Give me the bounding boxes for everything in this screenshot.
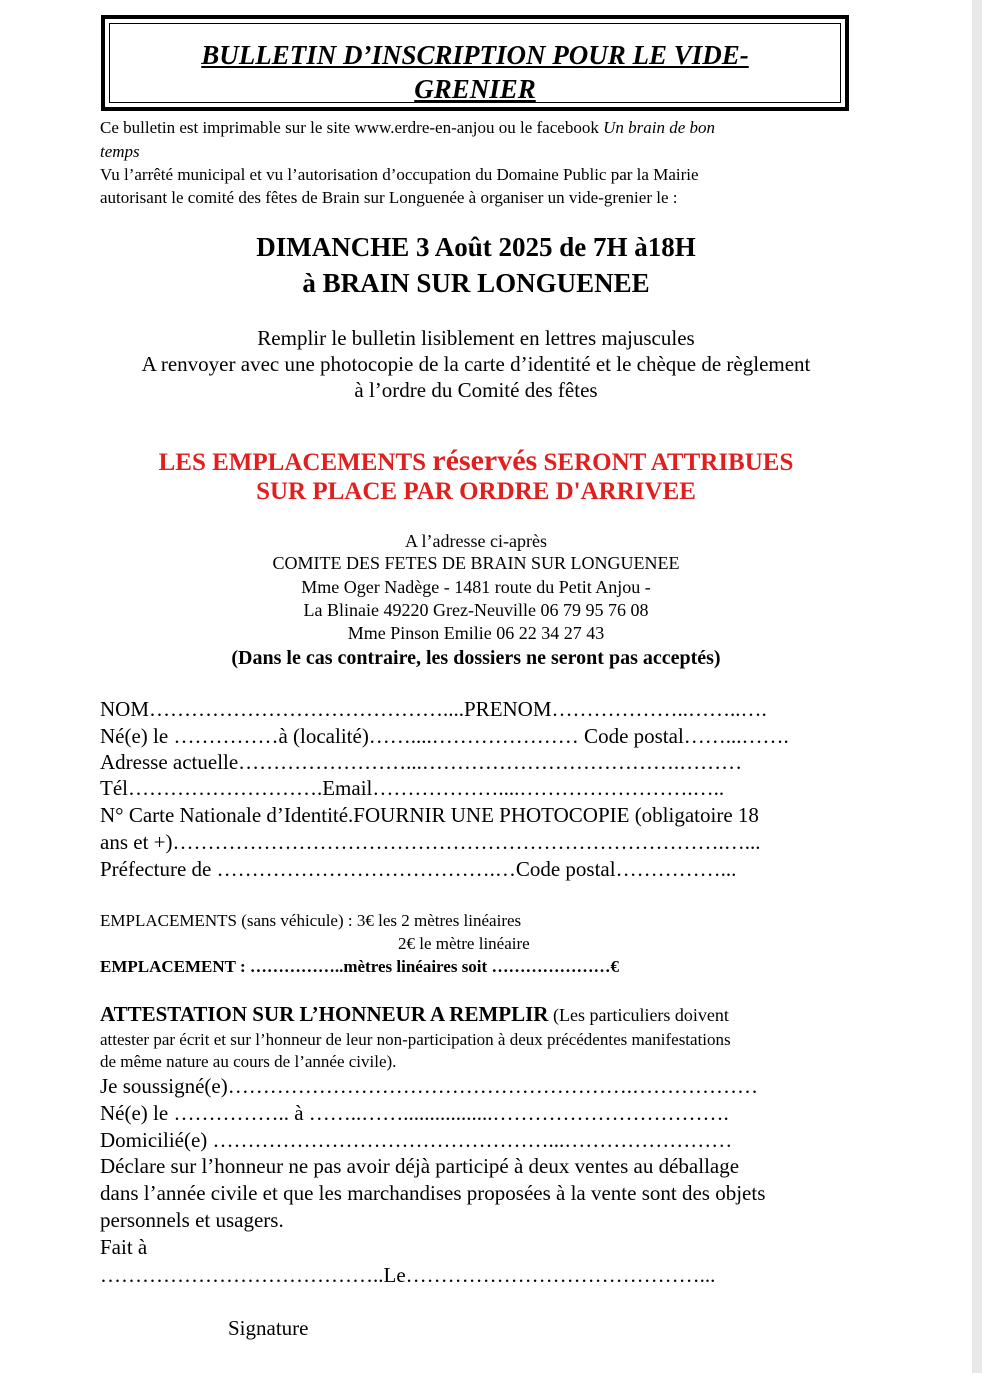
instruction-line-2: A renvoyer avec une photocopie de la carte d’identité et le chèque de règlement — [141, 352, 811, 376]
intro-line-2: temps — [100, 142, 140, 161]
attestation-le-line: …………………………………..Le……………………………………... — [100, 1263, 716, 1287]
address-line-2: COMITE DES FETES DE BRAIN SUR LONGUENEE — [272, 553, 680, 573]
notice-part-a: LES EMPLACEMENTS — [158, 449, 433, 476]
event-place: à BRAIN SUR LONGUENEE — [302, 268, 650, 298]
instruction-line-1: Remplir le bulletin lisiblement en lettres majuscules — [257, 326, 695, 350]
address-line-1: A l’adresse ci-après — [405, 531, 547, 551]
pricing-line-1: EMPLACEMENTS (sans véhicule) : 3€ les 2 mètres linéaires — [100, 911, 522, 930]
attestation-title: ATTESTATION SUR L’HONNEUR A REMPLIR — [100, 1002, 549, 1026]
form-naissance: Né(e) le ……………à (localité)……....………………… Code postal……...……. — [100, 724, 789, 748]
attestation-domicile: Domicilié(e) …………………………………………...…………………… — [100, 1128, 733, 1152]
attestation-naissance: Né(e) le …………….. à ……..…….................……………………………. — [100, 1101, 729, 1125]
form-tel-email: Tél……………………….Email………………....…………………….….. — [100, 776, 725, 800]
pricing-line-3: EMPLACEMENT : ……………..mètres linéaires soit …………………€ — [100, 957, 619, 976]
intro-line-4: autorisant le comité des fêtes de Brain sur Longuenée à organiser un vide-grenier le : — [100, 188, 678, 207]
address-line-4: La Blinaie 49220 Grez-Neuville 06 79 95 76 08 — [303, 600, 649, 620]
title-line-2: GRENIER — [414, 74, 536, 104]
form-prefecture: Préfecture de ………………………………….…Code postal……………... — [100, 857, 737, 881]
title-frame — [101, 15, 849, 111]
attestation-heading — [100, 1003, 729, 1026]
attestation-fait-a: Fait à — [100, 1235, 148, 1259]
pricing-line-2: 2€ le mètre linéaire — [398, 934, 530, 953]
address-line-5: Mme Pinson Emilie 06 22 34 27 43 — [347, 623, 605, 643]
address-line-3: Mme Oger Nadège - 1481 route du Petit Anjou - — [301, 577, 651, 597]
attestation-soussigne: Je soussigné(e)………………………………………………….……………… — [100, 1074, 758, 1098]
instruction-line-3: à l’ordre du Comité des fêtes — [354, 378, 598, 402]
attestation-line-3: de même nature au cours de l’année civile). — [100, 1052, 397, 1071]
form-carte-1: N° Carte Nationale d’Identité.FOURNIR UNE PHOTOCOPIE (obligatoire 18 — [100, 803, 759, 827]
intro-line-3: Vu l’arrêté municipal et vu l’autorisation d’occupation du Domaine Public par la Mairie — [100, 165, 699, 184]
page-edge — [972, 0, 982, 1373]
form-nom-prenom: NOM……………………………………....PRENOM………………..……..…. — [100, 697, 767, 721]
attestation-note: (Les particuliers doivent — [548, 1005, 729, 1025]
address-warning: (Dans le cas contraire, les dossiers ne seront pas acceptés) — [231, 647, 721, 669]
intro-line-1 — [100, 117, 715, 139]
signature-label: Signature — [228, 1316, 309, 1340]
event-date: DIMANCHE 3 Août 2025 de 7H à18H — [256, 232, 696, 262]
notice-line-2: SUR PLACE PAR ORDRE D'ARRIVEE — [256, 478, 696, 505]
attestation-declare-2: dans l’année civile et que les marchandises proposées à la vente sont des objets — [100, 1181, 766, 1205]
notice-part-reserves: réservés — [432, 444, 538, 477]
form-adresse: Adresse actuelle……………………...……………………………….……… — [100, 750, 743, 774]
intro-line-1-normal: Ce bulletin est imprimable sur le site www.erdre-en-anjou ou le facebook — [100, 118, 604, 137]
notice-line-1 — [100, 444, 852, 478]
attestation-line-2: attester par écrit et sur l’honneur de leur non-participation à deux précédentes manifestations — [100, 1030, 731, 1049]
form-carte-2: ans et +)…………………………………………………………………….…... — [100, 830, 761, 854]
intro-line-1-italic: Un brain de bon — [603, 118, 715, 137]
title-line-1: BULLETIN D’INSCRIPTION POUR LE VIDE- — [201, 40, 749, 70]
notice-part-c: SERONT ATTRIBUES — [537, 449, 794, 476]
attestation-declare-1: Déclare sur l’honneur ne pas avoir déjà participé à deux ventes au déballage — [100, 1154, 740, 1178]
attestation-declare-3: personnels et usagers. — [100, 1208, 284, 1232]
